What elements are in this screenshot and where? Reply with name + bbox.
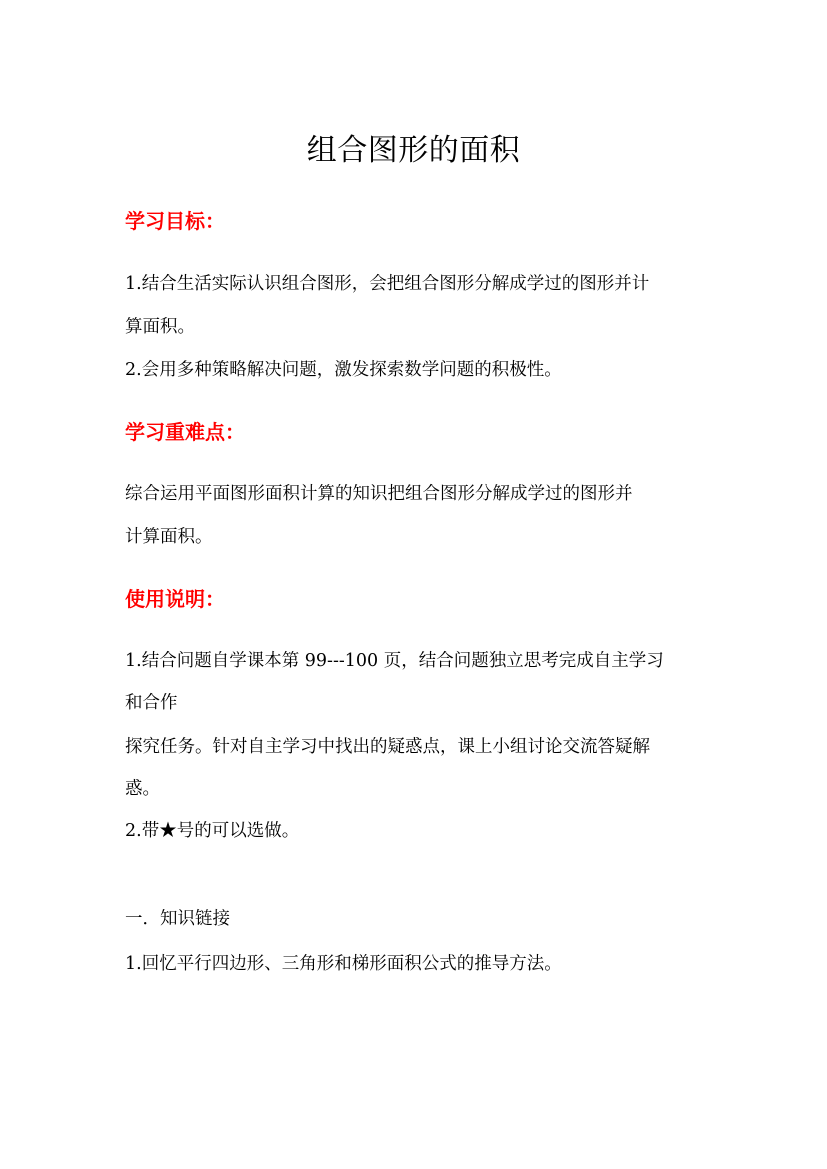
key-points-heading: 学习重难点： xyxy=(125,420,245,444)
learning-goals-heading: 学习目标： xyxy=(125,209,225,233)
page-title: 组合图形的面积 xyxy=(306,133,521,168)
usage-1-line-3: 探究任务。针对自主学习中找出的疑惑点，课上小组讨论交流答疑解 xyxy=(125,737,650,757)
key-point-line-2: 计算面积。 xyxy=(125,527,213,547)
usage-1-line-4: 惑。 xyxy=(125,779,160,799)
usage-instructions-heading: 使用说明： xyxy=(125,587,225,611)
goal-2: 2.会用多种策略解决问题，激发探索数学问题的积极性。 xyxy=(125,360,562,380)
knowledge-link-item-1: 1.回忆平行四边形、三角形和梯形面积公式的推导方法。 xyxy=(125,954,562,974)
key-point-line-1: 综合运用平面图形面积计算的知识把组合图形分解成学过的图形并 xyxy=(125,484,633,504)
section-knowledge-link-heading: 一．知识链接 xyxy=(125,909,230,929)
usage-2: 2.带★号的可以选做。 xyxy=(125,821,300,841)
goal-1-line-2: 算面积。 xyxy=(125,317,195,337)
goal-1-line-1: 1.结合生活实际认识组合图形，会把组合图形分解成学过的图形并计 xyxy=(125,274,650,294)
usage-1-line-2: 和合作 xyxy=(125,693,178,713)
usage-1-line-1: 1.结合问题自学课本第 99---100 页，结合问题独立思考完成自主学习 xyxy=(125,651,664,671)
